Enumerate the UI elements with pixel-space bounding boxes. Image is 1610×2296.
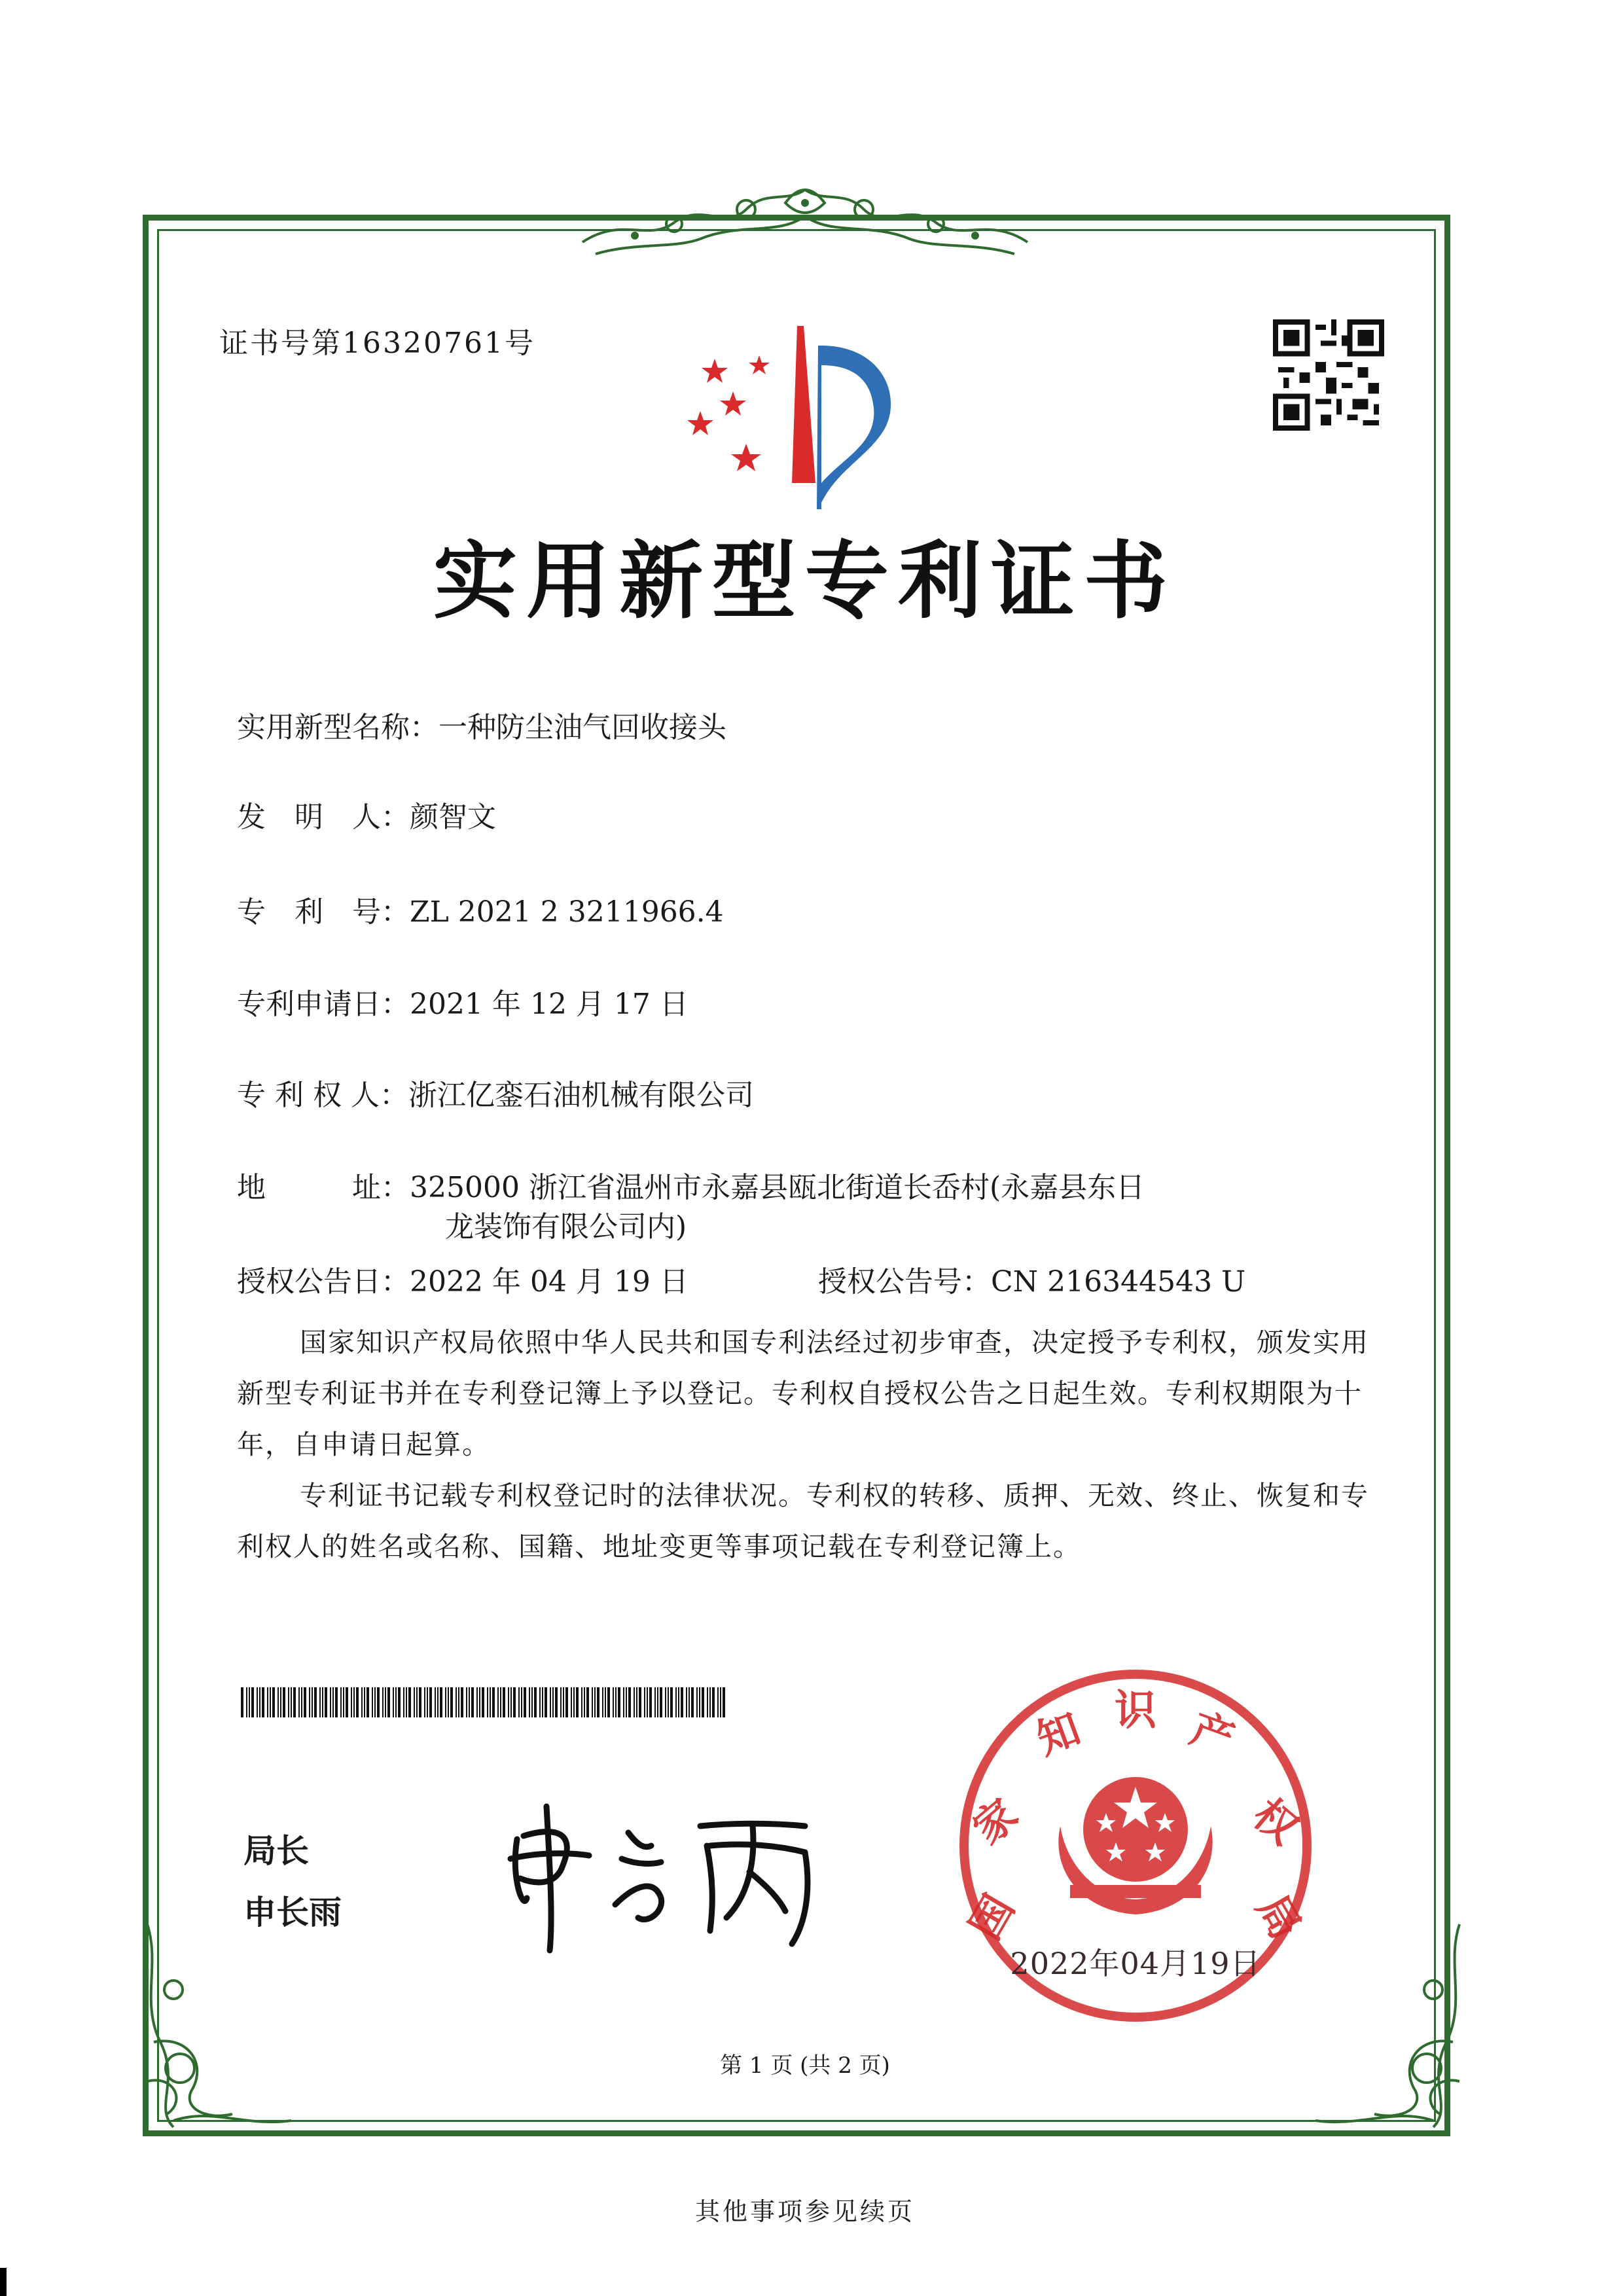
bottom-left-ornament-icon: [134, 1911, 304, 2134]
field-name-label: 实用新型名称：: [237, 711, 438, 744]
field-grant-no-value: CN 216344543 U: [991, 1265, 1246, 1299]
field-grant-no-label: 授权公告号：: [818, 1265, 991, 1299]
footer-note: 其他事项参见续页: [694, 2197, 915, 2226]
page-number: 第 1 页 (共 2 页): [720, 2053, 890, 2079]
scan-edge-mark: [0, 2268, 7, 2296]
field-address-value-line1: 325000 浙江省温州市永嘉县瓯北街道长岙村(永嘉县东日: [410, 1171, 1145, 1204]
field-patentee-value: 浙江亿銮石油机械有限公司: [408, 1079, 754, 1112]
field-grant-date: [237, 1258, 689, 1300]
qr-code-icon: [1273, 319, 1384, 431]
field-patent-no: [237, 888, 724, 930]
field-grant-no: [818, 1258, 1245, 1300]
svg-text:识: 识: [1115, 1686, 1156, 1735]
paragraph2-line2: 利权人的姓名或名称、国籍、地址变更等事项记载在专利登记簿上。: [237, 1531, 1081, 1562]
signature-image: [497, 1787, 838, 1964]
top-ornament-icon: [569, 177, 1041, 262]
field-address-value-line2: 龙装饰有限公司内): [445, 1210, 687, 1244]
barcode-icon: [241, 1687, 728, 1717]
svg-text:权: 权: [1243, 1789, 1308, 1854]
cnipa-logo-icon: [687, 319, 923, 516]
field-inventor-value: 颜智文: [410, 800, 496, 834]
field-patentee: [237, 1071, 754, 1113]
field-patent-no-label: 专 利 号：: [237, 895, 410, 929]
seal-date: 2022年04月19日: [1010, 1946, 1261, 1981]
field-grant-date-value: 2022 年 04 月 19 日: [410, 1265, 689, 1299]
certificate-title: 实用新型专利证书: [433, 532, 1177, 630]
svg-text:知: 知: [1030, 1704, 1087, 1765]
field-grant-date-label: 授权公告日：: [237, 1265, 410, 1299]
certificate-number: 证书号第16320761号: [219, 327, 535, 360]
field-patent-no-value: ZL 2021 2 3211966.4: [410, 895, 724, 929]
field-name-value: 一种防尘油气回收接头: [438, 711, 726, 744]
field-address: [237, 1164, 1145, 1206]
paragraph1-line3: 年，自申请日起算。: [237, 1429, 490, 1460]
paragraph1-line1: 国家知识产权局依照中华人民共和国专利法经过初步审查，决定授予专利权，颁发实用: [300, 1327, 1369, 1358]
bottom-right-ornament-icon: [1302, 1911, 1473, 2134]
field-filing-date: [237, 980, 689, 1022]
field-address-line2: [445, 1203, 687, 1245]
field-inventor: [237, 793, 496, 835]
field-patentee-label: 专 利 权 人：: [237, 1079, 408, 1112]
field-name: [237, 704, 726, 745]
svg-text:产: 产: [1184, 1704, 1241, 1765]
field-filing-date-value: 2021 年 12 月 17 日: [410, 988, 689, 1021]
svg-text:局: 局: [1247, 1886, 1311, 1948]
director-title: 局长: [243, 1832, 309, 1870]
field-address-label: 地 址：: [237, 1171, 410, 1204]
field-filing-date-label: 专利申请日：: [237, 988, 410, 1021]
paragraph1-line2: 新型专利证书并在专利登记簿上予以登记。专利权自授权公告之日起生效。专利权期限为十: [237, 1378, 1363, 1409]
svg-text:国: 国: [960, 1886, 1024, 1948]
field-inventor-label: 发 明 人：: [237, 800, 410, 834]
director-name: 申长雨: [243, 1893, 342, 1931]
svg-text:家: 家: [963, 1789, 1028, 1854]
paragraph2-line1: 专利证书记载专利权登记时的法律状况。专利权的转移、质押、无效、终止、恢复和专: [300, 1480, 1369, 1511]
